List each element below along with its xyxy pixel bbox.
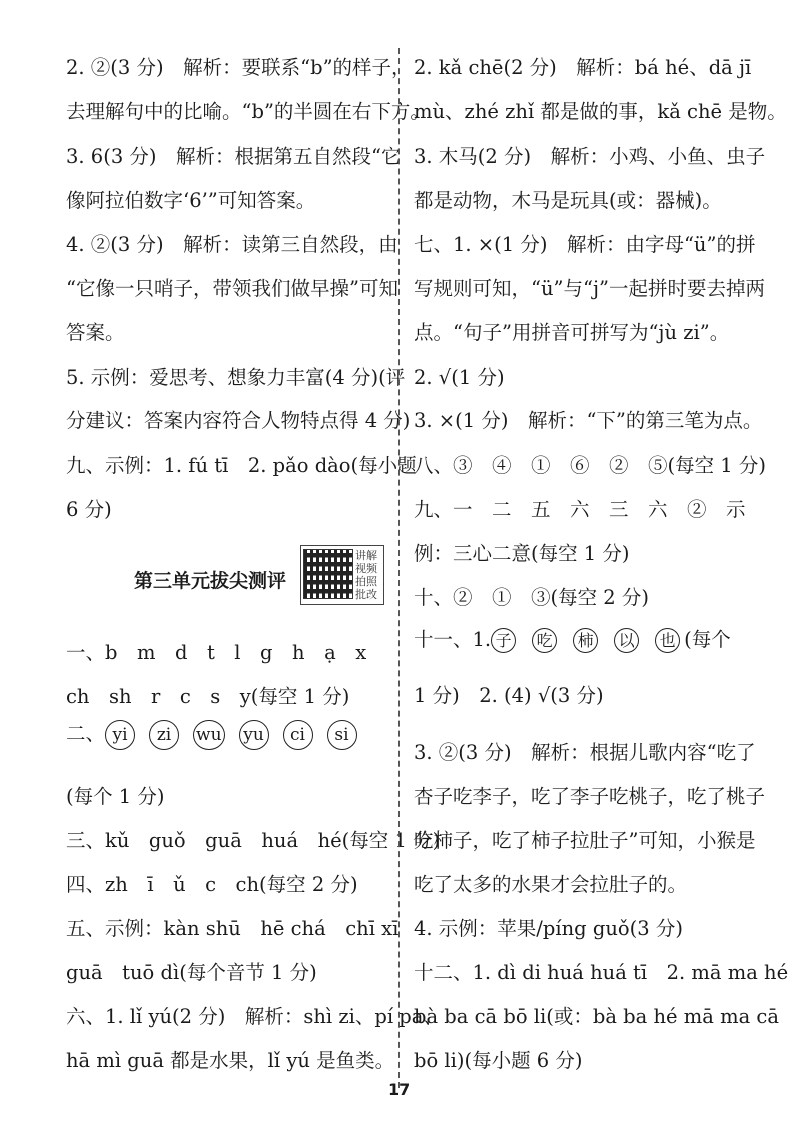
answer-line: 十二、1. dì di huá huá tī 2. mā ma hé bbox=[414, 961, 789, 984]
circled-syllable: yi bbox=[105, 720, 135, 750]
answer-line: 3. ×(1 分) 解析：“下”的第三笔为点。 bbox=[414, 409, 763, 432]
answer-line: 吃了太多的水果才会拉肚子的。 bbox=[414, 873, 688, 896]
answer-line: 例：三心二意(每空 1 分) bbox=[414, 542, 630, 565]
answer-line: 四、zh ī ǔ c ch(每空 2 分) bbox=[66, 873, 358, 896]
answer-line: 像阿拉伯数字‘6’”可知答案。 bbox=[66, 189, 316, 212]
answer-line: 八、③ ④ ① ⑥ ② ⑤(每空 1 分) bbox=[414, 454, 767, 477]
answer-line: 杏子吃李子，吃了李子吃桃子，吃了桃子 bbox=[414, 785, 766, 808]
qr-label: 讲解视频 拍照批改 bbox=[355, 549, 377, 601]
answer-line: 去理解句中的比喻。“b”的半圆在右下方。 bbox=[66, 100, 430, 123]
answer-line: 六、1. lǐ yú(2 分) 解析：shì zi、pí pa、 bbox=[66, 1005, 443, 1028]
answer-line: hā mì guā 都是水果，lǐ yú 是鱼类。 bbox=[66, 1049, 395, 1072]
circled-character: 以 bbox=[614, 628, 639, 653]
answer-line: 吃柿子，吃了柿子拉肚子”可知，小猴是 bbox=[414, 829, 756, 852]
answer-line: 十、② ① ③(每空 2 分) bbox=[414, 586, 650, 609]
answer-line: 1 分) 2. (4) √(3 分) bbox=[414, 684, 604, 707]
answer-line: 九、示例：1. fú tī 2. pǎo dào(每小题 bbox=[66, 454, 417, 477]
answer-line: ch sh r c s y(每空 1 分) bbox=[66, 685, 350, 708]
column-divider bbox=[398, 48, 400, 1088]
answer-line: 3. 木马(2 分) 解析：小鸡、小鱼、虫子 bbox=[414, 145, 766, 168]
answer-line: 4. ②(3 分) 解析：读第三自然段，由 bbox=[66, 233, 398, 256]
circled-character: 吃 bbox=[532, 628, 557, 653]
answer-line: 5. 示例：爱思考、想象力丰富(4 分)(评 bbox=[66, 366, 406, 389]
answer-line: 3. 6(3 分) 解析：根据第五自然段“它 bbox=[66, 145, 401, 168]
answer-line: mù、zhé zhǐ 都是做的事，kǎ chē 是物。 bbox=[414, 100, 787, 123]
answer-line: 九、一 二 五 六 三 六 ② 示 bbox=[414, 498, 746, 521]
circled-syllable: zi bbox=[149, 720, 179, 750]
section-number: 十一、1. bbox=[414, 628, 492, 651]
answer-line: 写规则可知，“ü”与“j”一起拼时要去掉两 bbox=[414, 277, 765, 300]
answer-line: 都是动物，木马是玩具(或：器械)。 bbox=[414, 189, 722, 212]
answer-line: “它像一只哨子，带领我们做早操”可知 bbox=[66, 277, 398, 300]
answer-line: 答案。 bbox=[66, 321, 125, 344]
circled-character: 也 bbox=[655, 628, 680, 653]
score-note: (每个 bbox=[684, 628, 731, 651]
answer-line: 点。“句子”用拼音可拼写为“jù zi”。 bbox=[414, 321, 730, 344]
answer-line: 2. ②(3 分) 解析：要联系“b”的样子， bbox=[66, 56, 411, 79]
answer-line: 6 分) bbox=[66, 498, 112, 521]
answer-line: bà ba cā bō li(或：bà ba hé mā ma cā bbox=[414, 1005, 779, 1028]
answer-line: bō li)(每小题 6 分) bbox=[414, 1049, 583, 1072]
circled-syllables-line bbox=[66, 718, 371, 750]
answer-line: (每个 1 分) bbox=[66, 785, 165, 808]
answer-line: 4. 示例：苹果/píng guǒ(3 分) bbox=[414, 917, 683, 940]
circled-syllable: wu bbox=[193, 720, 225, 750]
answer-line: 一、b m d t l g h ạ x bbox=[66, 641, 367, 664]
answer-line: 2. kǎ chē(2 分) 解析：bá hé、dā jī bbox=[414, 56, 752, 79]
section-title: 第三单元拔尖测评 bbox=[134, 570, 287, 592]
answer-line: guā tuō dì(每个音节 1 分) bbox=[66, 961, 317, 984]
qr-code-badge[interactable] bbox=[300, 545, 384, 605]
circled-characters-line bbox=[414, 624, 731, 653]
qr-code-icon bbox=[304, 550, 352, 598]
circled-syllable: ci bbox=[283, 720, 313, 750]
answer-line: 分建议：答案内容符合人物特点得 4 分) bbox=[66, 409, 411, 432]
answer-line: 七、1. ×(1 分) 解析：由字母“ü”的拼 bbox=[414, 233, 756, 256]
circled-syllable: yu bbox=[239, 720, 269, 750]
answer-line: 2. √(1 分) bbox=[414, 366, 505, 389]
circled-character: 柿 bbox=[573, 628, 598, 653]
page-number: 17 bbox=[388, 1080, 411, 1099]
answer-line: 3. ②(3 分) 解析：根据儿歌内容“吃了 bbox=[414, 741, 756, 764]
circled-character: 子 bbox=[491, 628, 516, 653]
section-number: 二、 bbox=[66, 722, 106, 745]
answer-line: 五、示例：kàn shū hē chá chī xī bbox=[66, 917, 399, 940]
circled-syllable: si bbox=[327, 720, 357, 750]
answer-line: 三、kǔ guǒ guā huá hé(每空 1 分) bbox=[66, 829, 441, 852]
